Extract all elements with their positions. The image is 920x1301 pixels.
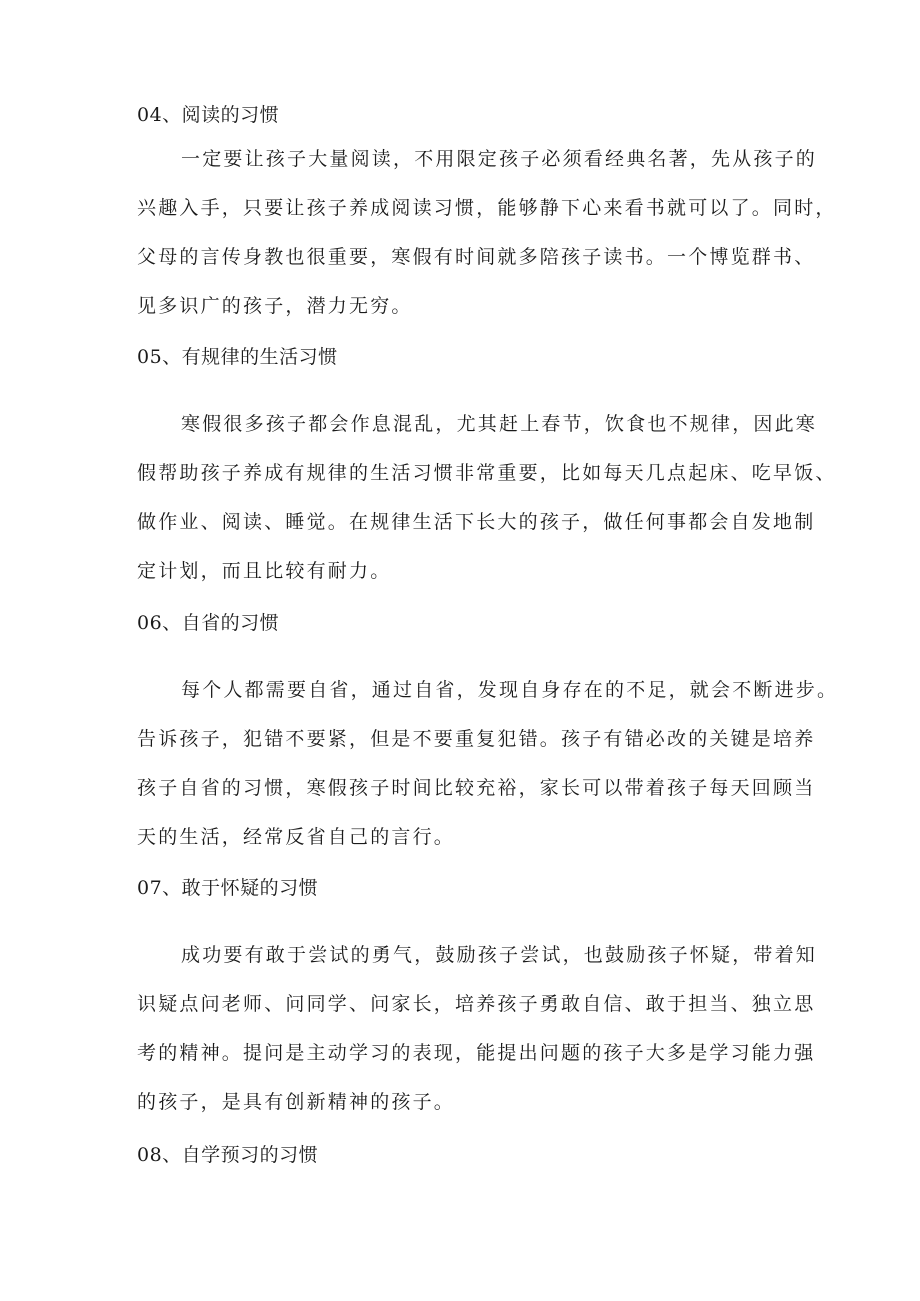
section-heading-06: 06、自省的习惯: [137, 612, 280, 634]
paragraph-line: 考的精神。提问是主动学习的表现，能提出问题的孩子大多是学习能力强: [137, 1042, 816, 1064]
section-heading-08: 08、自学预习的习惯: [137, 1144, 319, 1166]
paragraph-line: 识疑点问老师、问同学、问家长，培养孩子勇敢自信、敢于担当、独立思: [137, 993, 816, 1015]
paragraph-line: 假帮助孩子养成有规律的生活习惯非常重要，比如每天几点起床、吃早饭、: [137, 462, 837, 484]
paragraph-line: 见多识广的孩子，潜力无穷。: [137, 295, 413, 317]
paragraph-line: 做作业、阅读、睡觉。在规律生活下长大的孩子，做任何事都会自发地制: [137, 511, 816, 533]
paragraph-line: 一定要让孩子大量阅读，不用限定孩子必须看经典名著，先从孩子的: [181, 148, 818, 170]
paragraph-line: 告诉孩子，犯错不要紧，但是不要重复犯错。孩子有错必改的关键是培养: [137, 728, 816, 750]
section-heading-05: 05、有规律的生活习惯: [137, 346, 338, 368]
paragraph-line: 父母的言传身教也很重要，寒假有时间就多陪孩子读书。一个博览群书、: [137, 246, 816, 268]
paragraph-line: 寒假很多孩子都会作息混乱，尤其赶上春节，饮食也不规律，因此寒: [181, 413, 818, 435]
paragraph-line: 孩子自省的习惯，寒假孩子时间比较充裕，家长可以带着孩子每天回顾当: [137, 777, 816, 799]
section-heading-07: 07、敢于怀疑的习惯: [137, 877, 319, 899]
section-heading-04: 04、阅读的习惯: [137, 104, 280, 126]
paragraph-line: 的孩子，是具有创新精神的孩子。: [137, 1091, 456, 1113]
paragraph-line: 定计划，而且比较有耐力。: [137, 560, 392, 582]
paragraph-line: 成功要有敢于尝试的勇气，鼓励孩子尝试，也鼓励孩子怀疑，带着知: [181, 944, 818, 966]
paragraph-line: 兴趣入手，只要让孩子养成阅读习惯，能够静下心来看书就可以了。同时，: [137, 197, 837, 219]
paragraph-line: 天的生活，经常反省自己的言行。: [137, 826, 456, 848]
paragraph-line: 每个人都需要自省，通过自省，发现自身存在的不足，就会不断进步。: [181, 679, 839, 701]
